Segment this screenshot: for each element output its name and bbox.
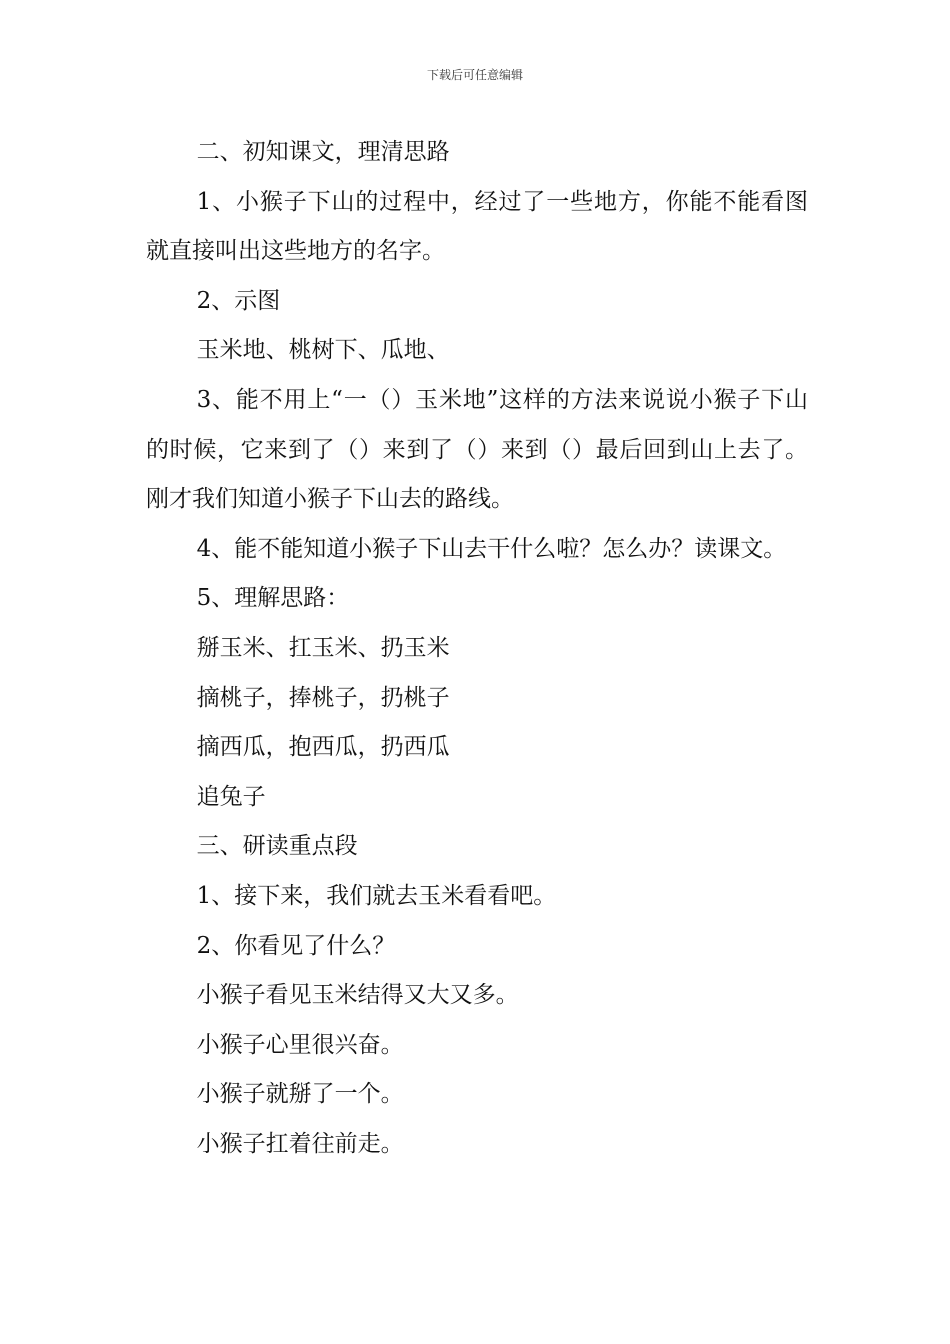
paragraph-sentence-2: 小猴子心里很兴奋。 (196, 1031, 404, 1058)
section-heading-2: 二、初知课文，理清思路 (196, 139, 450, 165)
paragraph-item-4: 4、能不能知道小猴子下山去干什么啦？怎么办？读课文。 (196, 535, 787, 562)
paragraph-rabbit: 追兔子 (196, 783, 266, 810)
paragraph-watermelon: 摘西瓜，抱西瓜，扔西瓜 (196, 734, 450, 761)
paragraph-step-1: 1、接下来，我们就去玉米看看吧。 (196, 882, 557, 909)
document-body (146, 128, 808, 1169)
paragraph-item-2: 2、示图 (196, 287, 281, 314)
paragraph-item-5: 5、理解思路： (196, 585, 350, 612)
paragraph-sentence-1: 小猴子看见玉米结得又大又多。 (196, 982, 519, 1009)
paragraph-sentence-3: 小猴子就掰了一个。 (196, 1081, 404, 1108)
paragraph-corn: 掰玉米、扛玉米、扔玉米 (196, 634, 450, 661)
paragraph-item-3: 3、能不用上“一（）玉米地”这样的方法来说说小猴子下山的时候，它来到了（）来到了（）来到（）最后回到山上去了。刚才我们知道小猴子下山去的路线。 (146, 386, 808, 513)
header-note: 下载后可任意编辑 (426, 68, 523, 82)
paragraph-sentence-4: 小猴子扛着往前走。 (196, 1130, 404, 1157)
paragraph-item-1: 1、小猴子下山的过程中，经过了一些地方，你能不能看图就直接叫出这些地方的名字。 (146, 188, 808, 265)
paragraph-places: 玉米地、桃树下、瓜地、 (196, 337, 450, 364)
section-heading-3: 三、研读重点段 (196, 833, 358, 860)
paragraph-peach: 摘桃子，捧桃子，扔桃子 (196, 684, 450, 711)
paragraph-step-2: 2、你看见了什么？ (196, 932, 396, 959)
